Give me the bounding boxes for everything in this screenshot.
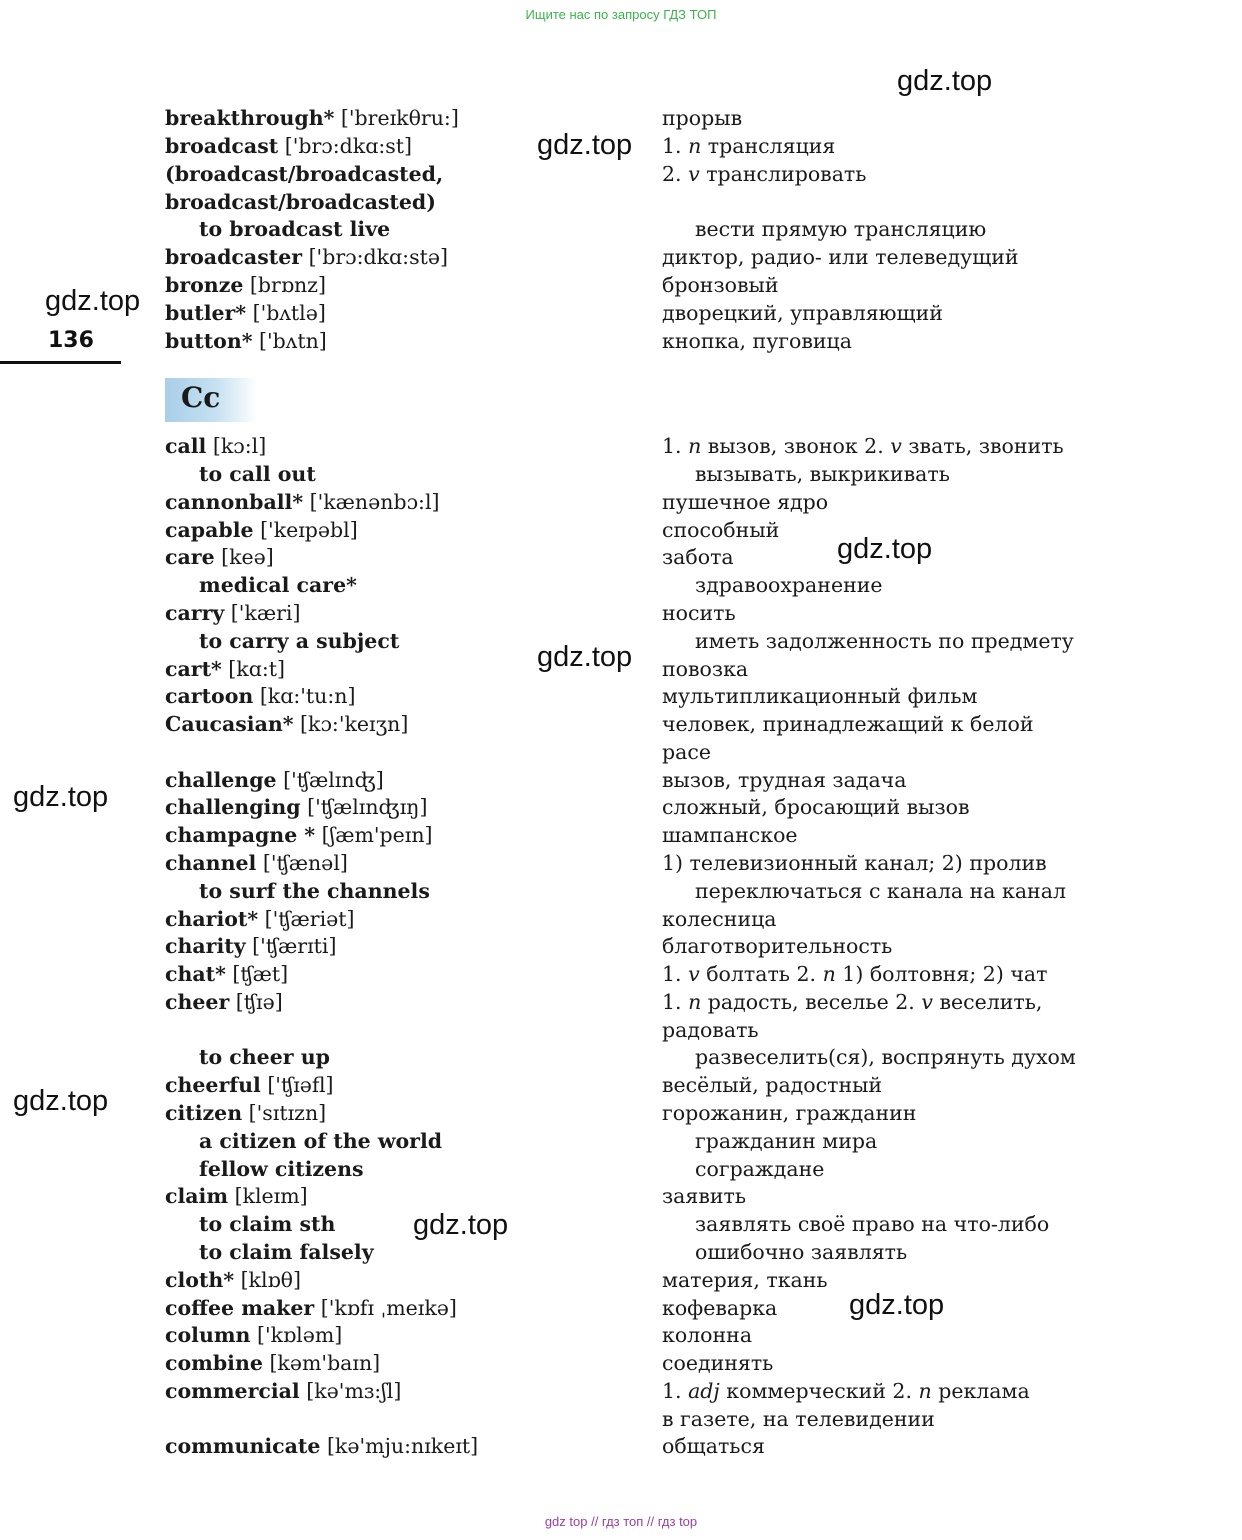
entry-en: carry ['kæri] [165,601,301,625]
entry-ru: пушечное ядро [662,490,829,514]
entry-ru: повозка [662,657,749,681]
entry-en-phrase: to surf the channels [199,879,430,903]
entry-ru: 2. v транслировать [662,162,867,186]
entry-ru: забота [662,545,734,569]
watermark: gdz.top [537,641,633,673]
entry-en-phrase: to carry a subject [199,629,400,653]
entry-ru: вызов, трудная задача [662,768,907,792]
watermark: gdz.top [897,65,993,97]
entry-ru: 1. adj коммерческий 2. n реклама [662,1379,1030,1403]
entry-en-phrase: to claim sth [199,1212,336,1236]
entry-en: charity ['ʧærɪti] [165,934,337,958]
entry-ru: дворецкий, управляющий [662,301,943,325]
entry-en: challenging ['ʧælɪnʤɪŋ] [165,795,428,819]
entry-en: capable ['keɪpəbl] [165,518,358,542]
entry-en: call [kɔ:l] [165,434,267,458]
section-letter: Cc [181,381,221,414]
page-number: 136 [48,328,94,353]
top-banner: Ищите нас по запросу ГДЗ ТОП [525,7,717,22]
entry-ru-phrase: гражданин мира [695,1129,878,1153]
entry-ru: горожанин, гражданин [662,1101,917,1125]
entry-en: commercial [kə'mɜ:ʃl] [165,1379,402,1403]
page-number-rule [0,361,121,364]
entry-en: cheer [ʧɪə] [165,990,283,1014]
entry-ru-phrase: вести прямую трансляцию [695,217,987,241]
entry-en: butler* ['bʌtlə] [165,301,326,325]
entry-ru-phrase: иметь задолженность по предмету [695,629,1074,653]
entry-en: care [keə] [165,545,274,569]
entry-en: citizen ['sɪtɪzn] [165,1101,327,1125]
entry-ru: диктор, радио- или телеведущий [662,245,1019,269]
watermark: gdz.top [837,533,933,565]
entry-ru: 1. n вызов, звонок 2. v звать, звонить [662,434,1064,458]
entry-en-phrase: fellow citizens [199,1157,364,1181]
entry-ru: колесница [662,907,777,931]
entry-ru-phrase: ошибочно заявлять [695,1240,908,1264]
entry-ru: радовать [662,1018,759,1042]
entry-en: column ['kɒləm] [165,1323,343,1347]
entry-en: bronze [brɒnz] [165,273,326,297]
watermark: gdz.top [849,1289,945,1321]
entry-ru: 1) телевизионный канал; 2) пролив [662,851,1047,875]
entry-ru: мультипликационный фильм [662,684,978,708]
entry-en-phrase: to cheer up [199,1045,330,1069]
entry-ru: бронзовый [662,273,779,297]
entry-en: challenge ['ʧælɪnʤ] [165,768,384,792]
entry-en: (broadcast/broadcasted, [165,162,444,186]
watermark: gdz.top [413,1209,509,1241]
entry-en: cannonball* ['kænənbɔ:l] [165,490,440,514]
entry-ru: расе [662,740,711,764]
watermark: gdz.top [537,129,633,161]
watermark: gdz.top [45,285,141,317]
entry-en: coffee maker ['kɒfɪ ˌmeɪkə] [165,1296,457,1320]
entry-en: cart* [kɑ:t] [165,657,285,681]
entry-ru: в газете, на телевидении [662,1407,935,1431]
entry-en: breakthrough* ['breɪkθru:] [165,106,459,130]
entry-ru: носить [662,601,736,625]
entry-en-phrase: to broadcast live [199,217,391,241]
entry-en-phrase: to call out [199,462,316,486]
entry-en: Caucasian* [kɔ:'keɪʒn] [165,712,409,736]
entry-ru: соединять [662,1351,774,1375]
entry-ru: 1. n трансляция [662,134,836,158]
entry-en: channel ['ʧænəl] [165,851,348,875]
entry-en-phrase: to claim falsely [199,1240,374,1264]
bottom-banner: gdz top // гдз топ // гдз top [544,1514,698,1529]
entry-en: chat* [ʧæt] [165,962,289,986]
entry-en-phrase: medical care* [199,573,357,597]
entry-ru: сложный, бросающий вызов [662,795,970,819]
entry-en: cheerful ['ʧɪəfl] [165,1073,334,1097]
entry-ru: весёлый, радостный [662,1073,883,1097]
entry-en: broadcast/broadcasted) [165,190,436,214]
entry-ru: шампанское [662,823,798,847]
entry-ru: человек, принадлежащий к белой [662,712,1034,736]
entry-en: button* ['bʌtn] [165,329,327,353]
entry-ru: 1. n радость, веселье 2. v веселить, [662,990,1043,1014]
entry-en: broadcast ['brɔ:dkɑ:st] [165,134,412,158]
watermark: gdz.top [13,1085,109,1117]
entry-ru: благотворительность [662,934,893,958]
entry-ru-phrase: заявлять своё право на что-либо [695,1212,1050,1236]
entry-ru: материя, ткань [662,1268,828,1292]
entry-ru: колонна [662,1323,753,1347]
entry-ru-phrase: здравоохранение [695,573,883,597]
entry-en: combine [kəm'baɪn] [165,1351,381,1375]
entry-en: communicate [kə'mju:nɪkeɪt] [165,1434,479,1458]
entry-en: cartoon [kɑ:'tu:n] [165,684,356,708]
entry-ru-phrase: переключаться с канала на канал [695,879,1066,903]
entry-ru: кофеварка [662,1296,778,1320]
entry-ru: общаться [662,1434,765,1458]
entry-ru-phrase: сограждане [695,1157,825,1181]
entry-en: cloth* [klɒθ] [165,1268,302,1292]
entry-ru: 1. v болтать 2. n 1) болтовня; 2) чат [662,962,1048,986]
entry-en: chariot* ['ʧæriət] [165,907,355,931]
entry-ru-phrase: вызывать, выкрикивать [695,462,950,486]
entry-ru-phrase: развеселить(ся), воспрянуть духом [695,1045,1076,1069]
section-letter-box [165,378,257,422]
entry-ru: прорыв [662,106,743,130]
entry-ru: заявить [662,1184,747,1208]
watermark: gdz.top [13,781,109,813]
entry-en-phrase: a citizen of the world [199,1129,443,1153]
entry-ru: кнопка, пуговица [662,329,852,353]
entry-en: broadcaster ['brɔ:dkɑ:stə] [165,245,448,269]
entry-en: claim [kleɪm] [165,1184,308,1208]
entry-ru: способный [662,518,780,542]
entry-en: champagne * [ʃæm'peɪn] [165,823,433,847]
